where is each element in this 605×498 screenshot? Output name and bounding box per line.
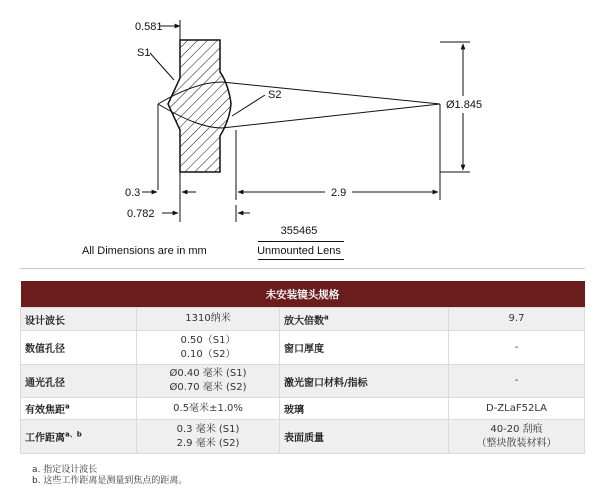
spec-value: 0.3 毫米 (S1) 2.9 毫米 (S2) bbox=[137, 420, 280, 454]
spec-value: 9.7 bbox=[449, 308, 585, 331]
spec-label: 数值孔径 bbox=[21, 331, 137, 365]
dim-left1-label: 0.3 bbox=[125, 187, 141, 199]
part-number-rule bbox=[258, 241, 344, 242]
s2-label: S2 bbox=[268, 89, 282, 101]
diameter-label: Ø1.845 bbox=[446, 99, 483, 111]
spec-label: 激光窗口材料/指标 bbox=[280, 365, 449, 398]
spec-label: 有效焦距$^a$ bbox=[21, 398, 137, 420]
spec-value: 0.5毫米±1.0% bbox=[137, 398, 280, 420]
spec-label: 放大倍数$^a$ bbox=[280, 308, 449, 331]
spec-value: 40-20 刮痕 （整块散装材料） bbox=[449, 420, 585, 454]
table-row bbox=[21, 331, 585, 365]
spec-label: 通光孔径 bbox=[21, 365, 137, 398]
dimensions-note: All Dimensions are in mm bbox=[82, 245, 207, 257]
spec-label: 表面质量 bbox=[280, 420, 449, 454]
spec-label: 玻璃 bbox=[280, 398, 449, 420]
spec-value: Ø0.40 毫米 (S1) Ø0.70 毫米 (S2) bbox=[137, 365, 280, 398]
spec-label: 窗口厚度 bbox=[280, 331, 449, 365]
part-description: Unmounted Lens bbox=[257, 245, 341, 257]
table-row bbox=[21, 308, 585, 331]
spec-value: 1310纳米 bbox=[137, 308, 280, 331]
part-description-rule bbox=[258, 259, 344, 260]
dim-length-label: 2.9 bbox=[331, 187, 347, 199]
footnote-a: a. 指定设计波长 bbox=[32, 465, 98, 475]
spec-table-title: 未安装镜头规格 bbox=[21, 281, 585, 308]
beam-cone bbox=[222, 82, 440, 128]
table-row bbox=[21, 365, 585, 398]
spec-value: - bbox=[449, 331, 585, 365]
part-number: 355465 bbox=[280, 225, 318, 237]
spec-label: 设计波长 bbox=[21, 308, 137, 331]
table-row bbox=[21, 420, 585, 454]
spec-value: D-ZLaF52LA bbox=[449, 398, 585, 420]
spec-label: 工作距离$^{a、b}$ bbox=[21, 420, 137, 454]
dim-left2-label: 0.782 bbox=[127, 208, 155, 220]
dim-top-label: 0.581 bbox=[135, 21, 163, 33]
lens-body bbox=[168, 40, 231, 172]
spec-table bbox=[20, 281, 585, 454]
footnotes bbox=[32, 465, 187, 487]
spec-value: 0.50（S1） 0.10（S2） bbox=[137, 331, 280, 365]
s1-label: S1 bbox=[137, 47, 151, 59]
table-row bbox=[21, 398, 585, 420]
section-divider bbox=[20, 268, 585, 269]
footnote-b: b. 这些工作距离是测量到焦点的距离。 bbox=[32, 476, 188, 486]
spec-value: - bbox=[449, 365, 585, 398]
